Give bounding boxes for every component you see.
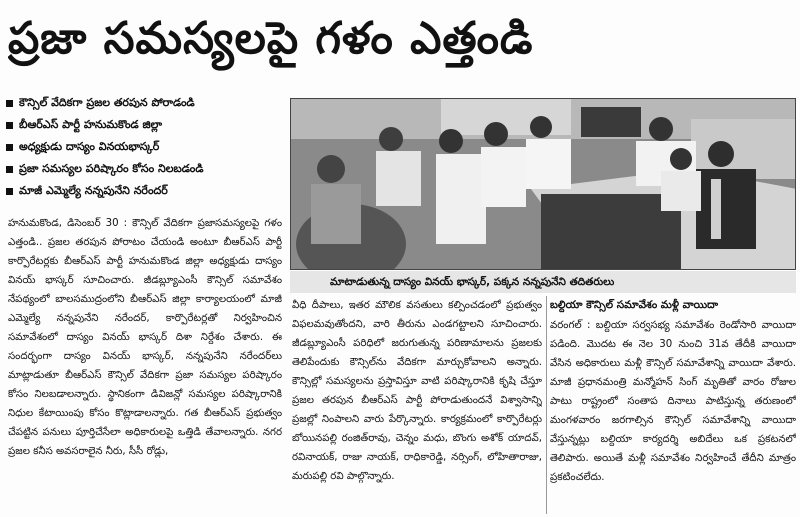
article-column-1 [8,214,282,514]
headline: ప్రజా సమస్యలపై గళం ఎత్తండి [8,13,534,64]
square-bullet-icon [6,122,13,129]
bullet-text: మాజీ ఎమ్మెల్యే నన్నపునేని నరేందర్ [19,184,168,197]
article-column-2 [292,296,542,514]
article-column-3 [550,296,796,514]
bullet-text: అధ్యక్షుడు దాస్యం వినయభాస్కర్ [19,140,160,153]
meeting-photo [290,98,796,270]
bullet-item [6,96,284,118]
bullet-item [6,162,284,184]
sidebar-story-heading: బల్దియా కౌన్సిల్ సమావేశం మళ్లీ వాయిదా [550,299,719,311]
square-bullet-icon [6,100,13,107]
square-bullet-icon [6,166,13,173]
bullet-text: కౌన్సిల్ వేదికగా ప్రజల తరపున పోరాడండి [19,96,195,109]
square-bullet-icon [6,188,13,195]
bullet-list [6,96,284,206]
bullet-item [6,184,284,206]
column-2-text: వీధి దీపాలు, ఇతర మౌలిక వసతులు కల్పించడంలో ప్రభుత్వం విఫలమవుతోందని, వారి తీరును ఎండగట్టాలని సూచించారు. జీడబ్ల్యూఎంసీ పరిధిలో జరుగుతున్న పరిణామాలను ప్రజలకు తెలిపేందుకు కౌన్సిల్‌ను వేదికగా మార్చుకోవాలని అన్నారు. కౌన్సిల్లో సమస్యలను ప్రస్తావిస్తూ వాటి పరిష్కారానికి కృషి చేస్తూ ప్రజల తరపున బీఆర్ఎస్ పార్టీ పోరాడుతుందనే విశ్వాసాన్ని ప్రజల్లో నింపాలని వారు పేర్కొన్నారు. కార్యక్రమంలో కార్పొరేటర్లు బోయినపల్లి రంజిత్‌రావు, చెన్నం మధు, బొంగు అశోక్ యాదవ్, రవినాయక్, రాజు నాయక్, రాధికారెడ్డి, నర్సింగ్, లోహితారాజు, మరుపల్లి రవి పాల్గొన్నారు. [292,300,542,482]
column-divider [546,296,547,514]
bullet-text: ప్రజా సమస్యల పరిష్కారం కోసం నిలబడండి [19,162,204,175]
column-3-text: వరంగల్ : బల్దియా సర్వసభ్య సమావేశం రెండోసారి వాయిదా పడింది. మొదట ఈ నెల 30 నుంచి 31వ తేదీకి వాయిదా వేసిన అధికారులు మళ్లీ కౌన్సిల్ సమావేశాన్ని వాయిదా వేశారు. మాజీ ప్రధానమంత్రి మన్మోహన్ సింగ్ మృతితో వారం రోజుల పాటు రాష్ట్రంలో సంతాప దినాలు పాటిస్తున్న తరుణంలో మంగళవారం జరగాల్సిన కౌన్సిల్ సమావేశాన్ని వాయిదా వేస్తున్నట్లు బల్దియా కార్యదర్శి అబిదేలు ఒక ప్రకటనలో తెలిపారు. అయితే మళ్లీ సమావేశం నిర్వహించే తేదీని మాత్రం ప్రకటించలేదు. [550,320,796,483]
photo-caption: మాటాడుతున్న దాస్యం వినయ్ భాస్కర్, పక్కన నన్నపునేని తదితరులు [290,271,796,293]
bullet-item [6,118,284,140]
square-bullet-icon [6,144,13,151]
bullet-item [6,140,284,162]
bullet-text: బీఆర్ఎస్ పార్టీ హనుమకొండ జిల్లా [19,118,163,131]
column-1-text: హనుమకొండ, డిసెంబర్ 30 : కౌన్సిల్ వేదికగా ప్రజాసమస్యలపై గళం ఎత్తండి.. ప్రజల తరపున పోరాటం చేయండి అంటూ బీఆర్ఎస్ పార్టీ కార్పొరేటర్లకు బీఆర్ఎస్ పార్టీ హనుమకొండ జిల్లా అధ్యక్షుడు దాస్యం వినయ్ భాస్కర్ సూచించారు. జీడబ్ల్యూఎంసీ కౌన్సిల్ సమావేశం నేపథ్యంలో బాలసముద్రంలోని బీఆర్ఎస్ జిల్లా కార్యాలయంలో మాజీ ఎమ్మెల్యే నన్నపునేని నరేందర్, కార్పొరేటర్లతో నిర్వహించిన సమావేశంలో దాస్యం వినయ్ భాస్కర్ దిశా నిర్దేశం చేశారు. ఈ సందర్భంగా దాస్యం వినయ్ భాస్కర్, నన్నపునేని నరేందర్‌లు మాట్లాడుతూ బీఆర్ఎస్ కౌన్సిల్ వేదికగా ప్రజా సమస్యల పరిష్కారం కోసం నిలబడాలన్నారు. స్థానికంగా డివిజన్లో సమస్యల పరిష్కారానికి నిధుల కేటాయింపు కోసం కొట్లాడాలన్నారు. గత బీఆర్ఎస్ ప్రభుత్వం చేపట్టిన పనులు పూర్తిచేసేలా అధికారులపై ఒత్తిడి తేవాలన్నారు. నగర ప్రజల కనీస అవసరాలైన నీరు, సీసీ రోడ్లు, [8,218,282,457]
meeting-photo-illustration [291,99,796,270]
